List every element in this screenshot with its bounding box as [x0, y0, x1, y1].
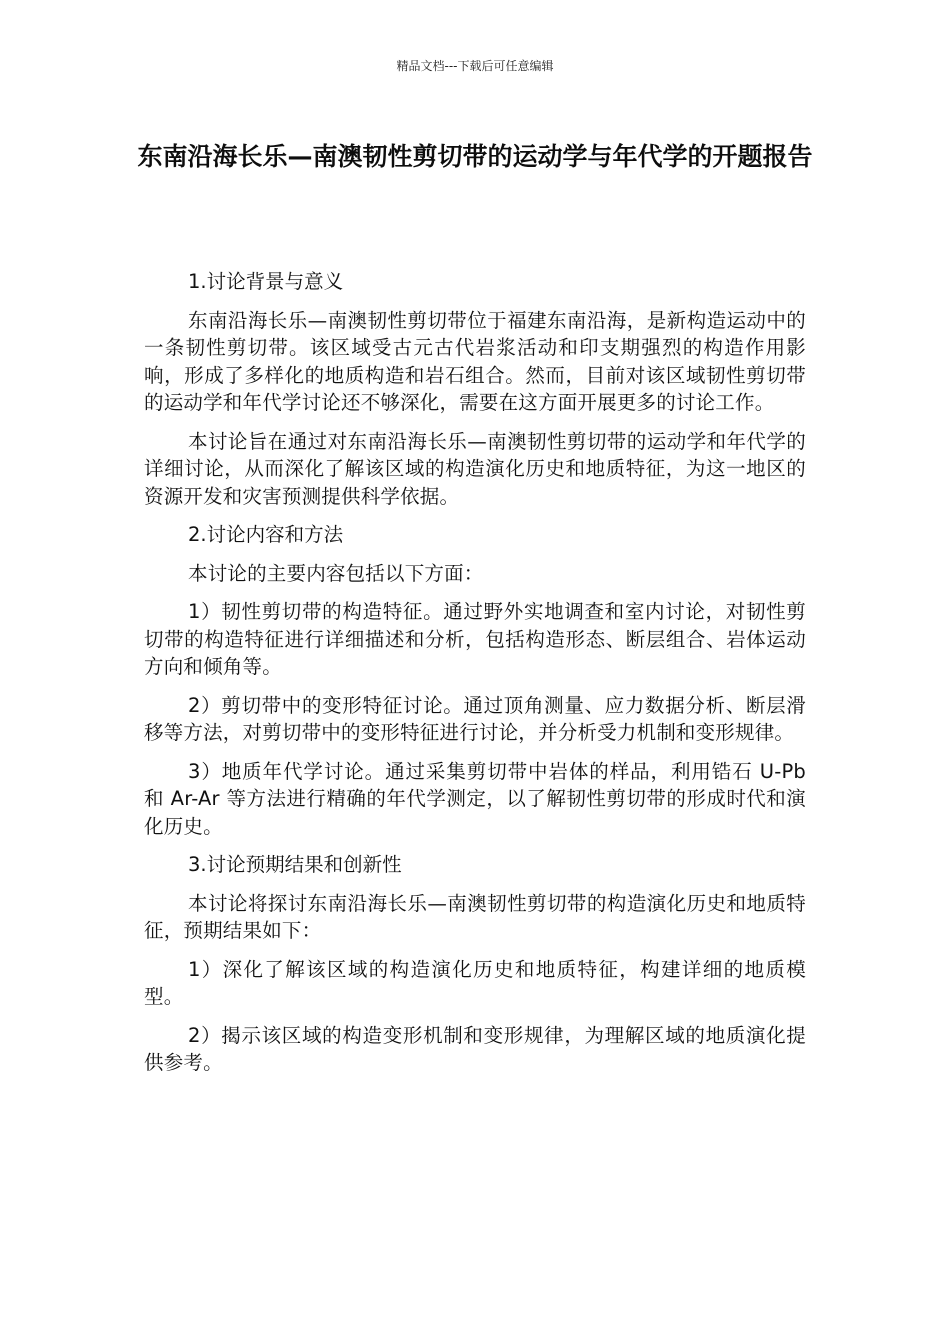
- list-item-paragraph: 1）韧性剪切带的构造特征。通过野外实地调查和室内讨论，对韧性剪切带的构造特征进行详细描述和分析，包括构造形态、断层组合、岩体运动方向和倾角等。: [144, 600, 806, 678]
- paragraph: 东南沿海长乐—南澳韧性剪切带位于福建东南沿海，是新构造运动中的一条韧性剪切带。该区域受古元古代岩浆活动和印支期强烈的构造作用影响，形成了多样化的地质构造和岩石组合。然而，目前对该区域韧性剪切带的运动学和年代学讨论还不够深化，需要在这方面开展更多的讨论工作。: [144, 308, 806, 414]
- list-item-paragraph: 1）深化了解该区域的构造演化历史和地质特征，构建详细的地质模型。: [144, 957, 806, 1008]
- section-heading-background: 1.讨论背景与意义: [188, 270, 344, 293]
- list-item-paragraph: 2）揭示该区域的构造变形机制和变形规律，为理解区域的地质演化提供参考。: [144, 1023, 806, 1074]
- list-item-paragraph: 2）剪切带中的变形特征讨论。通过顶角测量、应力数据分析、断层滑移等方法，对剪切带中的变形特征进行讨论，并分析受力机制和变形规律。: [144, 693, 806, 744]
- paragraph: 本讨论将探讨东南沿海长乐—南澳韧性剪切带的构造演化历史和地质特征，预期结果如下：: [144, 891, 806, 942]
- document-title: 东南沿海长乐—南澳韧性剪切带的运动学与年代学的开题报告: [137, 142, 813, 171]
- document-body: [144, 268, 806, 1088]
- section-heading-content-methods: 2.讨论内容和方法: [188, 523, 344, 546]
- paragraph: 本讨论的主要内容包括以下方面：: [188, 561, 484, 585]
- paragraph: 本讨论旨在通过对东南沿海长乐—南澳韧性剪切带的运动学和年代学的详细讨论，从而深化了解该区域的构造演化历史和地质特征，为这一地区的资源开发和灾害预测提供科学依据。: [144, 429, 806, 508]
- list-item-paragraph: 3）地质年代学讨论。通过采集剪切带中岩体的样品，利用锆石 U-Pb 和 Ar-Ar 等方法进行精确的年代学测定，以了解韧性剪切带的形成时代和演化历史。: [144, 759, 806, 838]
- section-heading-expected-results: 3.讨论预期结果和创新性: [188, 853, 402, 876]
- header-note: 精品文档---下载后可任意编辑: [396, 59, 554, 73]
